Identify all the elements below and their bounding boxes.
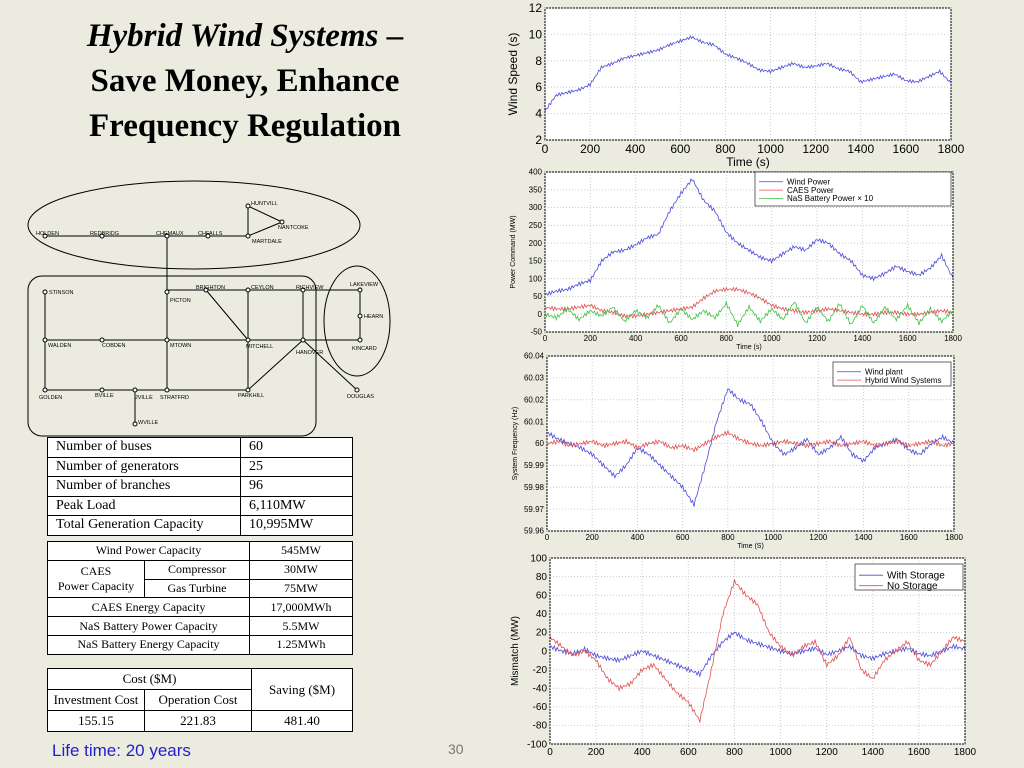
operation-label: Operation Cost [145, 690, 252, 711]
y-tick-label: -50 [530, 327, 542, 337]
node-picton: PICTON [170, 298, 191, 304]
x-tick-label: 1800 [953, 747, 977, 758]
saving-header: Saving ($M) [252, 669, 353, 711]
y-tick-label: 60.01 [523, 417, 544, 427]
x-tick-label: 1200 [808, 334, 826, 343]
nas-energy-value: 1.25MWh [250, 635, 353, 654]
table-row [48, 477, 353, 497]
caes-line1: CAES [80, 564, 112, 579]
storage-table [47, 541, 353, 655]
caes-energy-label: CAES Energy Capacity [48, 598, 250, 617]
x-tick-label: 1000 [769, 747, 792, 758]
y-tick-label: 0 [541, 646, 547, 658]
saving-value: 481.40 [252, 711, 353, 732]
x-axis-label: Time (s) [726, 155, 770, 169]
node-mtown: MTOWN [170, 343, 192, 349]
power-command-chart [500, 166, 970, 356]
row-value: 96 [241, 477, 353, 497]
x-tick-label: 200 [583, 334, 598, 343]
x-tick-label: 400 [628, 334, 643, 343]
x-tick-label: 600 [670, 142, 691, 156]
table-row [48, 711, 353, 732]
x-tick-label: 1600 [892, 142, 920, 156]
system-table [47, 437, 353, 536]
x-tick-label: 1800 [944, 334, 962, 343]
table-row [48, 516, 353, 536]
x-tick-label: 400 [630, 533, 645, 542]
node-brighton: BRIGHTON [196, 285, 225, 291]
node-stinson: STINSON [49, 290, 74, 296]
network-diagram [20, 178, 390, 438]
title-dash: – [378, 18, 404, 54]
y-tick-label: 60.02 [523, 395, 544, 405]
legend-entry: NaS Battery Power × 10 [787, 194, 874, 204]
wind-speed-chart [500, 0, 970, 172]
x-tick-label: 800 [715, 142, 736, 156]
table-row [48, 598, 353, 617]
y-tick-label: 10 [528, 27, 542, 42]
y-tick-label: 100 [528, 274, 542, 284]
x-tick-label: 800 [726, 747, 743, 758]
y-axis-label: Wind Speed (s) [506, 32, 520, 116]
turbine-value: 75MW [250, 579, 353, 598]
y-tick-label: 350 [528, 185, 542, 195]
row-value: 60 [241, 438, 353, 458]
turbine-label: Gas Turbine [145, 579, 250, 598]
y-tick-label: -60 [532, 702, 547, 714]
x-tick-label: 0 [542, 334, 548, 343]
slide-title [40, 14, 450, 149]
x-tick-label: 1600 [907, 747, 931, 758]
x-tick-label: 200 [580, 142, 601, 156]
row-label: Total Generation Capacity [48, 516, 241, 536]
node-wville: WVILLE [138, 420, 159, 426]
x-tick-label: 800 [721, 533, 735, 542]
x-tick-label: 1400 [853, 334, 872, 343]
y-tick-label: -80 [532, 720, 547, 732]
node-richview: RICHVIEW [296, 285, 324, 291]
node-cobden: COBDEN [102, 343, 126, 349]
nas-power-value: 5.5MW [250, 617, 353, 636]
table-row [48, 496, 353, 516]
y-tick-label: 59.99 [523, 461, 544, 471]
y-tick-label: 300 [528, 203, 542, 213]
x-tick-label: 1400 [854, 533, 873, 542]
x-tick-label: 1400 [847, 142, 875, 156]
y-axis-label: System Frequency (Hz) [512, 406, 519, 481]
operation-value: 221.83 [145, 711, 252, 732]
x-tick-label: 1600 [899, 533, 918, 542]
y-axis-label: Power Command (MW) [510, 215, 517, 289]
y-tick-label: 60 [535, 590, 547, 602]
investment-value: 155.15 [48, 711, 145, 732]
node-hanover: HANOVER [296, 350, 324, 356]
row-label: Number of branches [48, 477, 241, 497]
row-value: 10,995MW [241, 516, 353, 536]
x-tick-label: 600 [674, 334, 688, 343]
row-label: Number of generators [48, 457, 241, 477]
legend-entry: Wind plant [865, 367, 903, 377]
y-tick-label: 8 [535, 53, 542, 68]
x-tick-label: 400 [625, 142, 646, 156]
compressor-label: Compressor [145, 560, 250, 579]
legend-entry: No Storage [887, 581, 938, 592]
title-line3: Frequency Regulation [89, 108, 401, 144]
node-bville: BVILLE [95, 393, 114, 399]
lifetime-note: Life time: 20 years [52, 741, 191, 760]
node-lakeview: LAKEVIEW [350, 282, 379, 288]
node-chemaux: CHEMAUX [156, 231, 184, 237]
node-ceylon: CEYLON [251, 285, 274, 291]
y-tick-label: -20 [532, 664, 547, 676]
y-tick-label: -100 [526, 739, 547, 751]
table-row [48, 635, 353, 654]
x-tick-label: 400 [633, 747, 651, 758]
node-jville: JVILLE [135, 395, 153, 401]
y-tick-label: 4 [535, 106, 542, 121]
x-tick-label: 1000 [762, 334, 781, 343]
y-tick-label: 60 [535, 439, 544, 449]
node-douglas: DOUGLAS [347, 394, 374, 400]
y-tick-label: 59.98 [523, 482, 544, 492]
caes-energy-value: 17,000MWh [250, 598, 353, 617]
wind-capacity-value: 545MW [250, 542, 353, 561]
y-tick-label: 50 [533, 292, 542, 302]
y-tick-label: 250 [528, 221, 542, 230]
x-tick-label: 1200 [815, 747, 838, 758]
x-tick-label: 1800 [945, 533, 963, 542]
node-parkhill: PARKHILL [238, 393, 265, 399]
x-tick-label: 600 [679, 747, 697, 758]
legend-entry: Wind Power [787, 177, 831, 187]
node-mitchell: MITCHELL [246, 344, 274, 350]
node-golden: GOLDEN [39, 395, 63, 401]
y-tick-label: 2 [535, 133, 542, 147]
node-redbridg: REDBRIDG [90, 231, 120, 237]
x-tick-label: 200 [587, 747, 605, 758]
title-italic: Hybrid Wind Systems [86, 18, 379, 54]
y-tick-label: 6 [535, 80, 542, 95]
x-tick-label: 1200 [802, 142, 830, 156]
caes-line2: Power Capacity [57, 579, 135, 594]
y-axis-label: Mismatch (MW) [510, 616, 521, 686]
y-tick-label: 12 [528, 1, 542, 15]
node-nantcoke: NANTCOKE [278, 225, 309, 231]
y-tick-label: 200 [528, 238, 542, 248]
nas-energy-label: NaS Battery Energy Capacity [48, 635, 250, 654]
y-tick-label: 150 [528, 256, 542, 266]
y-tick-label: 59.96 [523, 526, 544, 536]
x-tick-label: 0 [544, 533, 550, 542]
x-tick-label: 1200 [809, 533, 828, 542]
y-tick-label: 100 [530, 553, 547, 565]
x-axis-label: Time (s) [736, 344, 762, 351]
table-row [48, 457, 353, 477]
table-row [48, 617, 353, 636]
y-tick-label: 59.97 [523, 504, 544, 514]
x-tick-label: 0 [547, 747, 553, 758]
frequency-chart [500, 350, 970, 556]
node-stratfrd: STRATFRD [160, 395, 189, 401]
x-tick-label: 1600 [898, 334, 917, 343]
x-tick-label: 1400 [861, 747, 884, 758]
row-label: Number of buses [48, 438, 241, 458]
node-hearn: HEARN [364, 314, 384, 320]
legend-entry: CAES Power [787, 185, 834, 195]
y-tick-label: 20 [535, 627, 547, 639]
x-tick-label: 200 [585, 533, 599, 542]
y-tick-label: 400 [528, 167, 542, 177]
y-tick-label: 80 [535, 571, 547, 583]
wind-capacity-label: Wind Power Capacity [48, 542, 250, 561]
legend-entry: With Storage [887, 570, 945, 582]
row-value: 6,110MW [241, 496, 353, 516]
compressor-value: 30MW [250, 560, 353, 579]
node-martdale: MARTDALE [252, 239, 282, 245]
table-row [48, 438, 353, 458]
page-number: 30 [448, 741, 464, 757]
y-tick-label: 60.04 [523, 351, 544, 361]
mismatch-chart [500, 550, 977, 762]
node-kincard: KINCARD [352, 346, 377, 352]
caes-power-label [48, 560, 145, 598]
investment-label: Investment Cost [48, 690, 145, 711]
y-tick-label: 40 [535, 609, 547, 621]
x-tick-label: 1000 [757, 142, 784, 156]
x-tick-label: 0 [541, 142, 549, 156]
y-tick-label: 60.03 [523, 373, 544, 383]
cost-header: Cost ($M) [48, 669, 252, 690]
node-chfalls: CHFALLS [198, 231, 223, 237]
table-row [48, 669, 353, 690]
title-line2: Save Money, Enhance [90, 63, 400, 99]
table-row [48, 542, 353, 561]
node-walden: WALDEN [48, 343, 72, 349]
x-axis-label: Time (S) [737, 543, 764, 550]
x-tick-label: 1000 [764, 533, 783, 542]
nas-power-label: NaS Battery Power Capacity [48, 617, 250, 636]
row-value: 25 [241, 457, 353, 477]
table-row [48, 560, 353, 579]
node-huntvill: HUNTVILL [251, 201, 278, 207]
legend-entry: Hybrid Wind Systems [865, 375, 942, 385]
x-tick-label: 1800 [937, 142, 965, 156]
x-tick-label: 800 [719, 334, 734, 343]
y-tick-label: -40 [532, 683, 547, 695]
row-label: Peak Load [48, 496, 241, 516]
north-region [28, 181, 360, 269]
x-tick-label: 600 [675, 533, 690, 542]
cost-table [47, 668, 353, 732]
node-holden: HOLDEN [36, 231, 59, 237]
y-tick-label: 0 [537, 309, 542, 319]
